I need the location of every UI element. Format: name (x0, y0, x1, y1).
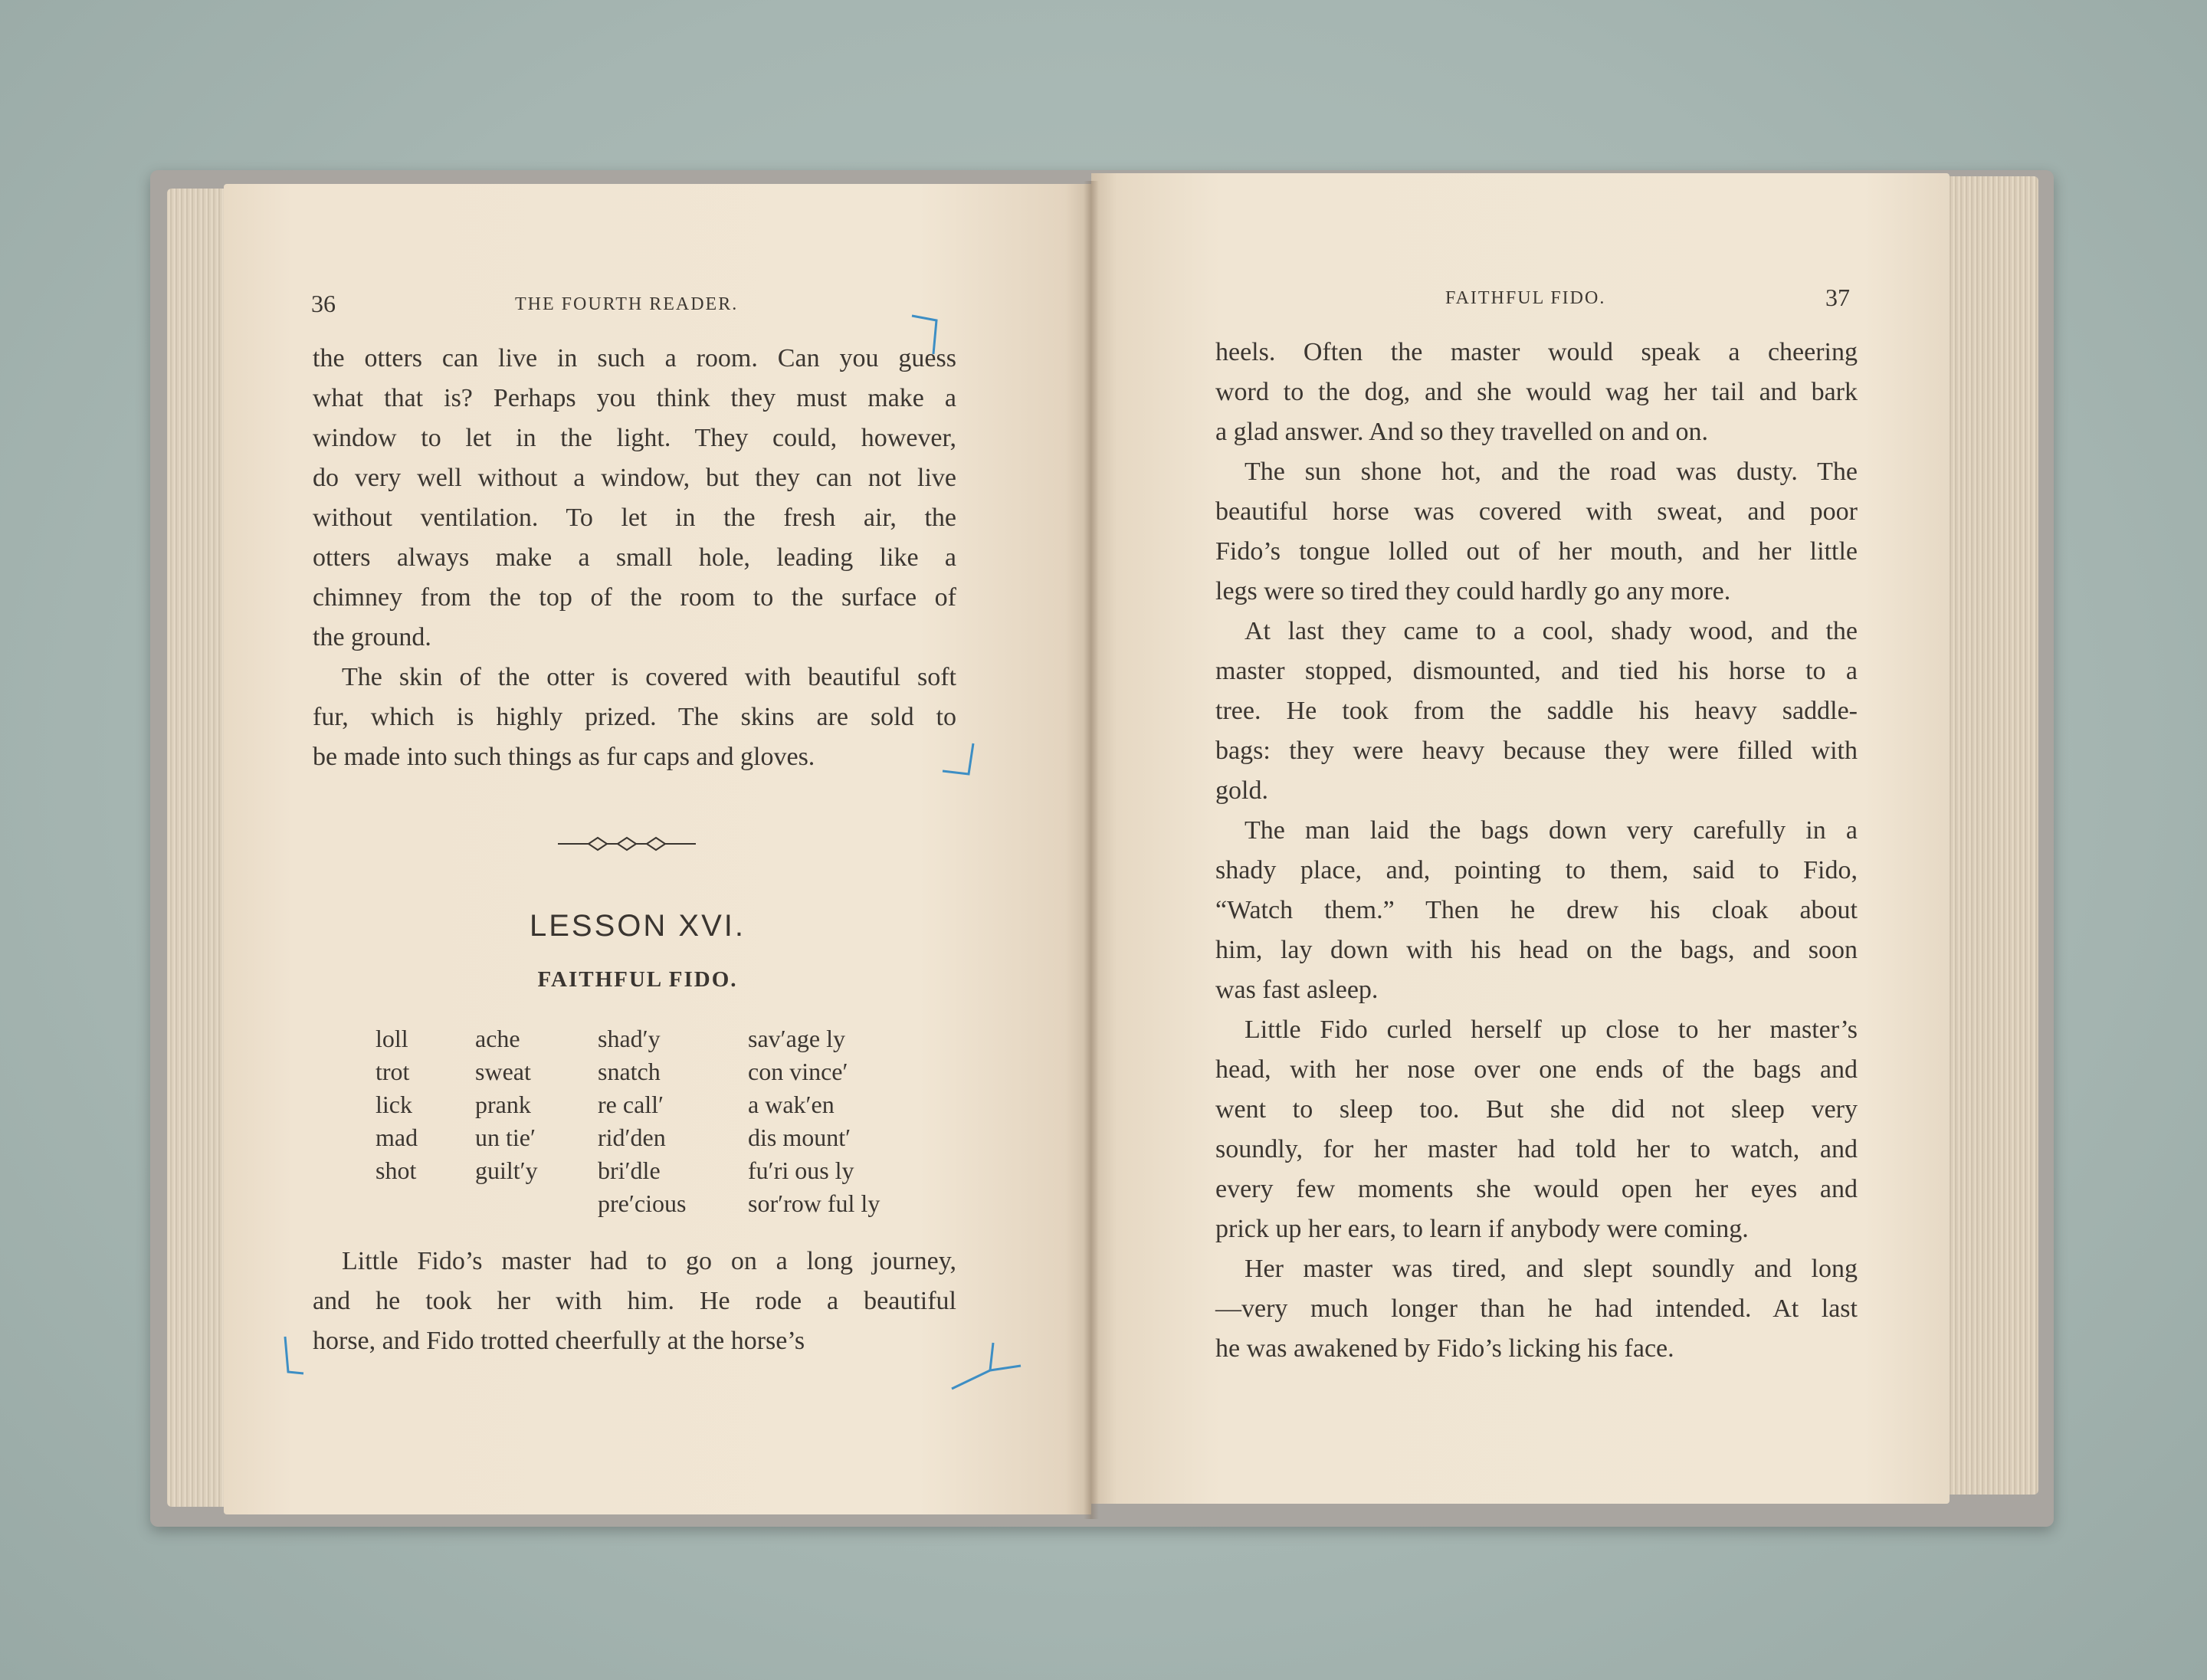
vocabulary-word: pre′cious (598, 1189, 687, 1217)
text-line: a glad answer. And so they travelled on and on. (1215, 418, 1709, 446)
pencil-mark-top (910, 311, 941, 357)
text-line: The skin of the otter is covered with beautiful soft (342, 663, 956, 691)
text-line: do very well without a window, but they can not live (313, 464, 956, 492)
right-paragraph (1215, 811, 1858, 1010)
right-page-number: 37 (1825, 284, 1850, 311)
vocabulary-column-3 (598, 1022, 686, 1220)
vocabulary-word: re call′ (598, 1091, 664, 1118)
vocabulary-word: sor′row ful ly (748, 1189, 881, 1217)
vocabulary-word: shad′y (598, 1025, 661, 1052)
text-line: window to let in the light. They could, however, (313, 424, 956, 452)
vocabulary-word: con vince′ (748, 1058, 848, 1085)
pencil-mark-bottom-right (947, 1340, 1024, 1393)
text-line: beautiful horse was covered with sweat, and poor (1215, 497, 1858, 526)
text-line: fur, which is highly prized. The skins are sold to (313, 703, 956, 731)
vocabulary-word: mad (375, 1124, 418, 1151)
text-line: Little Fido’s master had to go on a long journey, (342, 1247, 956, 1275)
vocabulary-word: trot (375, 1058, 410, 1085)
right-paragraph (1215, 333, 1858, 452)
text-line: The man laid the bags down very carefully in a (1245, 816, 1858, 845)
text-line: he was awakened by Fido’s licking his face. (1215, 1334, 1674, 1363)
text-line: chimney from the top of the room to the surface of (313, 583, 956, 612)
text-line: head, with her nose over one ends of the bags and (1215, 1055, 1858, 1084)
left-paragraph-2 (313, 658, 956, 777)
text-line: prick up her ears, to learn if anybody were coming. (1215, 1215, 1749, 1243)
vocabulary-word: sweat (475, 1058, 531, 1085)
pencil-mark-middle (940, 740, 978, 779)
vocabulary-word: a wak′en (748, 1091, 835, 1118)
vocabulary-word: ache (475, 1025, 520, 1052)
vocabulary-word: bri′dle (598, 1157, 661, 1184)
right-page-body (1215, 333, 1858, 1369)
pencil-mark-bottom-left (280, 1334, 311, 1380)
text-line: master stopped, dismounted, and tied his horse to a (1215, 657, 1858, 685)
section-ornament (558, 832, 696, 855)
text-line: At last they came to a cool, shady wood, and the (1245, 617, 1858, 645)
right-paragraph (1215, 1249, 1858, 1369)
text-line: what that is? Perhaps you think they must make a (313, 384, 956, 412)
vocabulary-word: loll (375, 1025, 408, 1052)
text-line: be made into such things as fur caps and gloves. (313, 743, 815, 771)
right-paragraph (1215, 452, 1858, 612)
text-line: —very much longer than he had intended. At last (1215, 1294, 1858, 1323)
text-line: shady place, and, pointing to them, said to Fido, (1215, 856, 1858, 884)
text-line: horse, and Fido trotted cheerfully at the horse’s (313, 1327, 805, 1355)
text-line: The sun shone hot, and the road was dusty. The (1245, 458, 1858, 486)
vocabulary-word: guilt′y (475, 1157, 538, 1184)
vocabulary-word: rid′den (598, 1124, 666, 1151)
text-line: the otters can live in such a room. Can you guess (313, 344, 956, 372)
right-running-head: FAITHFUL FIDO. (1445, 288, 1606, 308)
text-line: “Watch them.” Then he drew his cloak about (1215, 896, 1858, 924)
right-paragraph (1215, 612, 1858, 811)
text-line: legs were so tired they could hardly go any more. (1215, 577, 1731, 605)
text-line: Little Fido curled herself up close to her master’s (1245, 1016, 1858, 1044)
text-line: tree. He took from the saddle his heavy saddle- (1215, 697, 1858, 725)
vocabulary-column-4 (748, 1022, 880, 1220)
right-paragraph (1215, 1010, 1858, 1249)
text-line: heels. Often the master would speak a cheering (1215, 338, 1858, 366)
vocabulary-word: sav′age ly (748, 1025, 845, 1052)
vocabulary-word: shot (375, 1157, 417, 1184)
vocabulary-word: prank (475, 1091, 531, 1118)
text-line: soundly, for her master had told her to watch, and (1215, 1135, 1858, 1163)
vocabulary-word: fu′ri ous ly (748, 1157, 854, 1184)
text-line: every few moments she would open her eyes and (1215, 1175, 1858, 1203)
left-paragraph-3 (313, 1242, 956, 1361)
vocabulary-word: lick (375, 1091, 412, 1118)
text-line: bags: they were heavy because they were filled with (1215, 737, 1858, 765)
vocabulary-word: un tie′ (475, 1124, 536, 1151)
left-paragraph-1 (313, 339, 956, 658)
left-running-head: THE FOURTH READER. (515, 294, 739, 314)
text-line: went to sleep too. But she did not sleep very (1215, 1095, 1858, 1124)
left-page-number: 36 (311, 290, 336, 317)
right-page-edges (1946, 176, 2038, 1495)
vocabulary-column-2 (475, 1022, 538, 1187)
text-line: gold. (1215, 776, 1268, 805)
lesson-title: LESSON XVI. (530, 909, 746, 943)
book-gutter (1084, 181, 1099, 1519)
vocabulary-word: snatch (598, 1058, 661, 1085)
text-line: was fast asleep. (1215, 976, 1379, 1004)
text-line: otters always make a small hole, leading like a (313, 543, 956, 572)
lesson-subtitle: FAITHFUL FIDO. (537, 967, 738, 992)
text-line: Fido’s tongue lolled out of her mouth, and her little (1215, 537, 1858, 566)
text-line: word to the dog, and she would wag her tail and bark (1215, 378, 1858, 406)
text-line: and he took her with him. He rode a beautiful (313, 1287, 956, 1315)
vocabulary-column-1 (375, 1022, 418, 1187)
vocabulary-word: dis mount′ (748, 1124, 851, 1151)
text-line: without ventilation. To let in the fresh air, the (313, 504, 956, 532)
text-line: the ground. (313, 623, 431, 651)
text-line: him, lay down with his head on the bags, and soon (1215, 936, 1858, 964)
text-line: Her master was tired, and slept soundly and long (1245, 1255, 1858, 1283)
